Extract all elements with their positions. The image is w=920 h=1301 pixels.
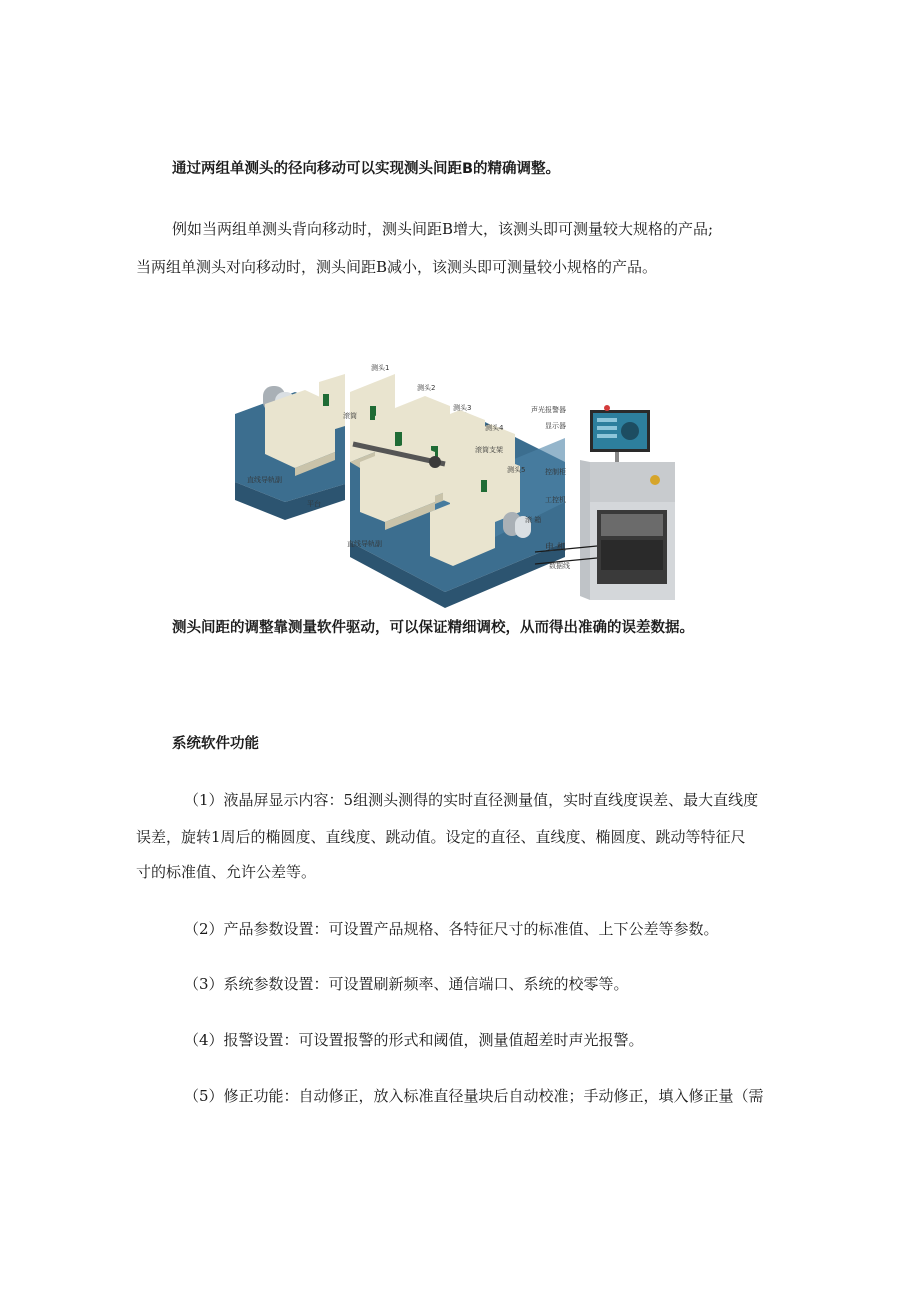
list-item-1-line: （1）液晶屏显示内容：5组测头测得的实时直径测量值，实时直线度误差、最大直线度	[184, 791, 759, 809]
label-control-cabinet: 控制柜	[545, 468, 566, 476]
label-ipc: 工控机	[545, 496, 566, 504]
label-probe1: 测头1	[371, 364, 390, 372]
label-probe3: 测头3	[453, 404, 472, 412]
list-item-4: （4）报警设置：可设置报警的形式和阈值，测量值超差时声光报警。	[184, 1031, 644, 1049]
label-motor: 电 机	[545, 543, 566, 553]
list-item-3: （3）系统参数设置：可设置刷新频率、通信端口、系统的校零等。	[184, 975, 629, 993]
label-guide-rail-right: 直线导轨副	[347, 540, 382, 548]
heading-software-driven: 测头间距的调整靠测量软件驱动，可以保证精细调校，从而得出准确的误差数据。	[172, 620, 694, 636]
section-title: 系统软件功能	[172, 736, 259, 752]
label-probe2: 测头2	[417, 384, 436, 392]
paragraph-line: 当两组单测头对向移动时，测头间距B减小，该测头即可测量较小规格的产品。	[136, 258, 658, 276]
label-misc: 滚 箱	[525, 516, 542, 524]
heading-probe-spacing: 通过两组单测头的径向移动可以实现测头间距B的精确调整。	[172, 161, 561, 177]
paragraph-line: 例如当两组单测头背向移动时，测头间距B增大，该测头即可测量较大规格的产品;	[172, 220, 714, 238]
label-display: 显示器	[545, 422, 566, 430]
label-probe4: 测头4	[485, 424, 504, 432]
label-roller-support: 滚筒支架	[475, 446, 503, 454]
list-item-1-line: 寸的标准值、允许公差等。	[136, 863, 317, 881]
list-item-1-line: 误差，旋转1周后的椭圆度、直线度、跳动值。设定的直径、直线度、椭圆度、跳动等特征尺	[136, 828, 746, 846]
list-item-2: （2）产品参数设置：可设置产品规格、各特征尺寸的标准值、上下公差等参数。	[184, 920, 719, 938]
label-alarm: 声光报警器	[531, 406, 566, 414]
label-probe5: 测头5	[507, 466, 526, 474]
label-guide-rail-left: 直线导轨副	[247, 476, 282, 484]
label-platform: 平台	[307, 500, 321, 508]
label-data-cable: 数据线	[549, 562, 570, 570]
list-item-5: （5）修正功能：自动修正，放入标准直径量块后自动校准；手动修正，填入修正量（需	[184, 1087, 764, 1105]
measurement-system-diagram	[235, 352, 685, 608]
label-roller: 滚筒	[343, 412, 357, 420]
